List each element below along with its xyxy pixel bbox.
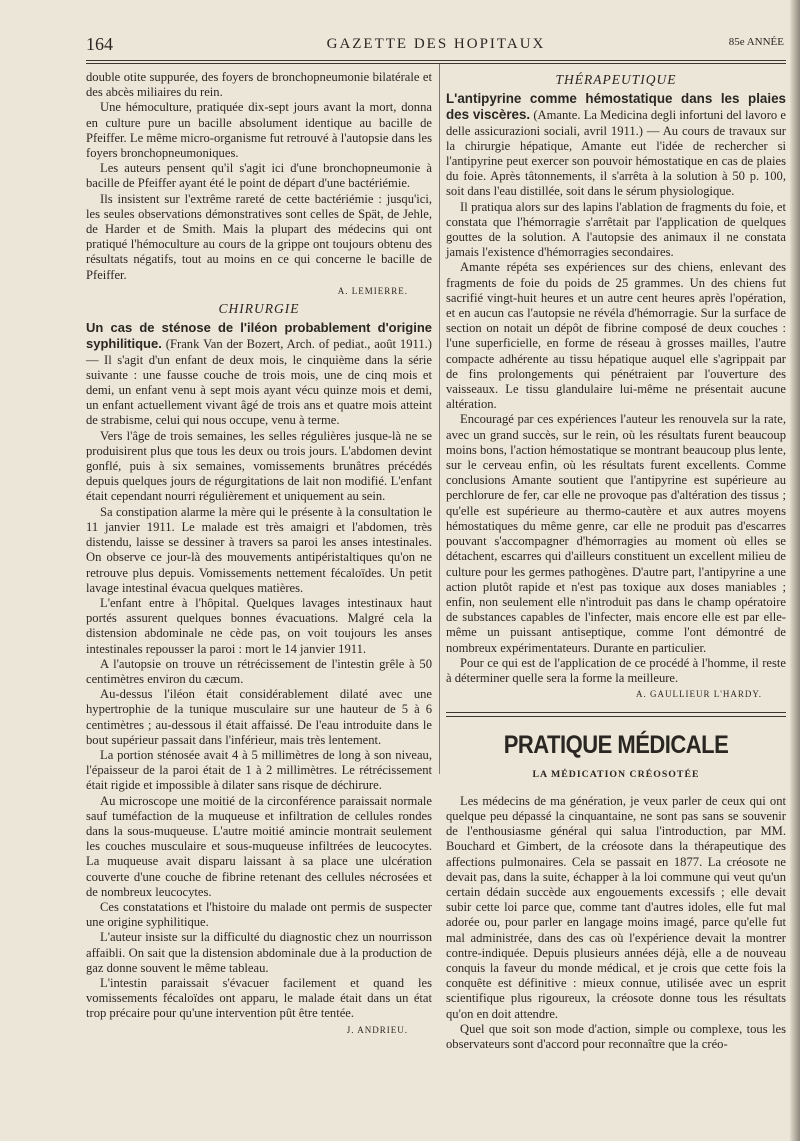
article-signature: J. ANDRIEU.: [346, 1024, 408, 1035]
article-paragraph: Au-dessus l'iléon était considérablement dilaté avec une hypertrophie de la tunique musculaire sur une hauteur de 5 à 6 centimètres ; au-dessous il était affaissé. De l'eau introduite dans le bout supérieur passait dans l'inférieur, mais très lentement.: [86, 687, 432, 747]
article-title: Un cas de sténose de l'iléon probablement d'origine syphilitique.: [86, 320, 432, 352]
subheading: LA MÉDICATION CRÉOSOTÉE: [532, 768, 700, 780]
right-column: [446, 70, 786, 1052]
intro-paragraph: Une hémoculture, pratiquée dix-sept jours avant la mort, donna en culture pure un bacille absolument identique au bacille de Pfeiffer. Le même micro-organisme fut retrouvé à l'autopsie dans les foyers bronchopneumoniques.: [86, 100, 432, 161]
journal-title: GAZETTE DES HOPITAUX: [326, 36, 546, 52]
article-paragraph: Ces constatations et l'histoire du malade ont permis de suspecter une origine syphilitique.: [86, 899, 432, 930]
article-paragraph: Pour ce qui est de l'application de ce procédé à l'homme, il reste à déterminer quelle sera la forme la meilleure.: [446, 655, 786, 685]
article-paragraph: Vers l'âge de trois semaines, les selles régulières jusque-là ne se produisirent plus que tous les deux ou trois jours. L'abdomen devint gonflé, puis à six semaines, vomissements brunâtres précédés depuis quelques jours de régurgitations de lait non modifié. L'enfant était cependant nourri régulièrement et uniquement au sein.: [86, 428, 432, 504]
section-heading-chirurgie: CHIRURGIE: [218, 301, 300, 317]
year-label: 85e ANNÉE: [728, 36, 784, 48]
article-paragraph: A l'autopsie on trouve un rétrécissement de l'intestin grêle à 50 centimètres environ du cæcum.: [86, 656, 432, 686]
article-intro: [86, 320, 432, 428]
article-reference: (Frank Van der Bozert, Arch. of pediat., août 1911.): [165, 337, 432, 352]
article-reference: (Amante. La Medicina degli infortuni del lavoro e delle assicurazioni sociali, avril 1911.): [446, 108, 786, 138]
header-rule-top: [86, 60, 786, 61]
header-rule-bottom: [86, 63, 786, 64]
intro-paragraph: double otite suppurée, des foyers de bronchopneumonie bilatérale et des abcès miliaires du rein.: [86, 70, 432, 100]
article-paragraph: Amante répéta ses expériences sur des chiens, enlevant des fragments de foie du poids de 25 grammes. Un des chiens fut sacrifié vingt-huit heures et un autre cent heures après l'opération, et en aucun cas l'autopsie ne révéla d'hémorragie. Sur la surface de section on notait un dépôt de fibrine composé de deux couches : l'une superficielle, en forme de réseau à grosses mailles, l'autre compacte adhérente au tissu hépatique auquel elle s'agrippait par de fins prolongements qui pénétraient par l'ouverture des vaisseaux. Le tissu glandulaire lui-même ne présentait aucune altération.: [446, 260, 786, 412]
article-paragraph: — Au cours de travaux sur la chirurgie hépatique, Amante eut l'idée de rechercher si l'antipyrine peut exercer son pouvoir hémostatique en cas de plaies du foie. Après tâtonnements, il s'arrêta à la solution à 50 p. 100, soit dans l'eau distillée, soit dans le sérum physiologique.: [446, 123, 786, 199]
section-divider: [446, 712, 786, 717]
intro-paragraph: Ils insistent sur l'extrême rareté de cette bactériémie : jusqu'ici, les seules observations démonstratives sont celles de Spät, de Jehle, de Harder et de Smith. Mais la plupart des médecins qui ont pratiqué l'hémoculture au cours de la grippe ont toujours obtenu des résultats négatifs, tout au moins en ce qui concerne le bacille de Pfeiffer.: [86, 191, 432, 282]
intro-signature: A. LEMIERRE.: [337, 285, 408, 296]
page-header: [86, 34, 786, 58]
page-number: 164: [86, 34, 113, 54]
article-signature: A. GAULLIEUR L'HARDY.: [636, 689, 762, 700]
article-paragraph: Au microscope une moitié de la circonférence paraissait normale sauf tuméfaction de la muqueuse et infiltration de cellules rondes dans la sous-muqueuse. L'autre moitié amincie montrait seulement les couches musculaire et sous-muqueuse infiltrées de leucocytes. La muqueuse avait disparu laissant à sa place une ulcération couverte d'une couche de fibrine retenant des cellules nécrosées et de nombreux leucocytes.: [86, 793, 432, 899]
article-paragraph: L'intestin paraissait s'évacuer facilement et quand les vomissements fécaloïdes ont apparu, le malade était dans un état trop précaire pour qu'une intervention pût être tentée.: [86, 975, 432, 1021]
banner-heading: PRATIQUE MÉDICALE: [503, 730, 729, 760]
article-intro: [446, 91, 786, 199]
article-paragraph: Quel que soit son mode d'action, simple ou complexe, tous les observateurs sont d'accord pour reconnaître que la créo-: [446, 1021, 786, 1051]
article-paragraph: L'enfant entre à l'hôpital. Quelques lavages intestinaux haut portés assurent quelques bonnes évacuations. Malgré cela la distension abdominale ne cède pas, on voit toujours les anses intestinales repousser la paroi : mort le 14 janvier 1911.: [86, 595, 432, 656]
intro-paragraph: Les auteurs pensent qu'il s'agit ici d'une bronchopneumonie à bacille de Pfeiffer ayant été le point de départ d'une bactériémie.: [86, 161, 432, 191]
column-divider: [439, 64, 440, 774]
left-column: [86, 70, 432, 1038]
article-paragraph: Les médecins de ma génération, je veux parler de ceux qui ont quelque peu dépassé la cinquantaine, ne sont pas sans se souvenir de l'enthousiasme général qui salua l'introduction, par MM. Bouchard et Gimbert, de la créosote dans la thérapeutique des affections pulmonaires. Cela se passait en 1877. La créosote ne devait pas, dans la suite, échapper à la loi commune qui veut qu'un certain dédain succède aux engouements excessifs ; elle devait subir cette loi parce que, comme tant d'autres idoles, elle fut mal adorée ou, pour parler en langage moins imagé, parce qu'elle fut mal administrée, dans des cas où l'expérience devait la montrer contre-indiquée. Depuis plusieurs années déjà, elle a de nouveau conquis la faveur du monde médical, et je crois que cette fois la conquête est définitive : mieux connue, utilisée avec un esprit scientifique plus rigoureux, la créosote donne tous les résultats qu'on en doit attendre.: [446, 793, 786, 1021]
section-heading-therapeutique: THÉRAPEUTIQUE: [555, 72, 677, 87]
article-paragraph: Sa constipation alarme la mère qui le présente à la consultation le 11 janvier 1911. Le malade est très amaigri et l'abdomen, très distendu, laisse se dessiner à travers sa paroi les anses intestinales. On observe ce jour-là des mouvements antipéristaltiques qu'on ne retrouve plus depuis. Vomissements nettement fécaloïdes. Un petit lavage intestinal évacua quelques matières.: [86, 504, 432, 595]
page-edge: [790, 0, 800, 1141]
article-paragraph: Il pratiqua alors sur des lapins l'ablation de fragments du foie, et constata que l'hémorragie s'arrêtait par l'application de quelques gouttes de la solution. A l'autopsie des animaux il ne constata jamais l'existence d'hémorragies secondaires.: [446, 199, 786, 260]
article-paragraph: — Il s'agit d'un enfant de deux mois, le cinquième dans la série suivante : une fausse couche de trois mois, une de cinq mois et demi, un enfant venu à sept mois ayant vécu quinze mois et demi, un enfant actuellement vivant âgé de trois ans et quatre mois atteint de strabisme, celui qui nous occupe, venu à terme.: [86, 352, 432, 428]
article-paragraph: La portion sténosée avait 4 à 5 millimètres de long à son niveau, l'épaisseur de la paroi était de 1 à 2 millimètres. Le rétrécissement était rigide et impossible à dilater sans risque de déchirure.: [86, 747, 432, 793]
article-paragraph: L'auteur insiste sur la difficulté du diagnostic chez un nourrisson affaibli. On sait que la distension abdominale due à la production de gaz donne souvent le même tableau.: [86, 930, 432, 975]
article-title: L'antipyrine comme hémostatique dans les plaies des viscères.: [446, 91, 786, 123]
article-paragraph: Encouragé par ces expériences l'auteur les renouvela sur la rate, avec un grand succès, sur le rein, où les résultats furent beaucoup moins bons, l'action hémostatique se montrant beaucoup plus lente, sur le cerveau enfin, où les résultats furent excellents. Comme conclusions Amante soutient que l'antipyrine est supérieure au perchlorure de fer, car elle ne provoque pas d'altération des tissus ; qu'elle est supérieure au thermo-cautère et aux autres moyens hémostatiques du même genre, car elle ne produit pas d'escarres pouvant s'accompagner d'hémorragies au moment où elles se détachent, escarres qui d'ailleurs constituent un excellent milieu de culture pour les germes pathogènes. D'autre part, l'antipyrine a une action plutôt rapide et n'est pas toxique aux doses maniables ; enfin, non seulement elle n'introduit pas dans le champ opératoire de substances capables de l'infecter, mais encore elle est par elle-même un puissant antiseptique, comme l'ont démontré de nombreux expérimentateurs. Durante en particulier.: [446, 412, 786, 655]
